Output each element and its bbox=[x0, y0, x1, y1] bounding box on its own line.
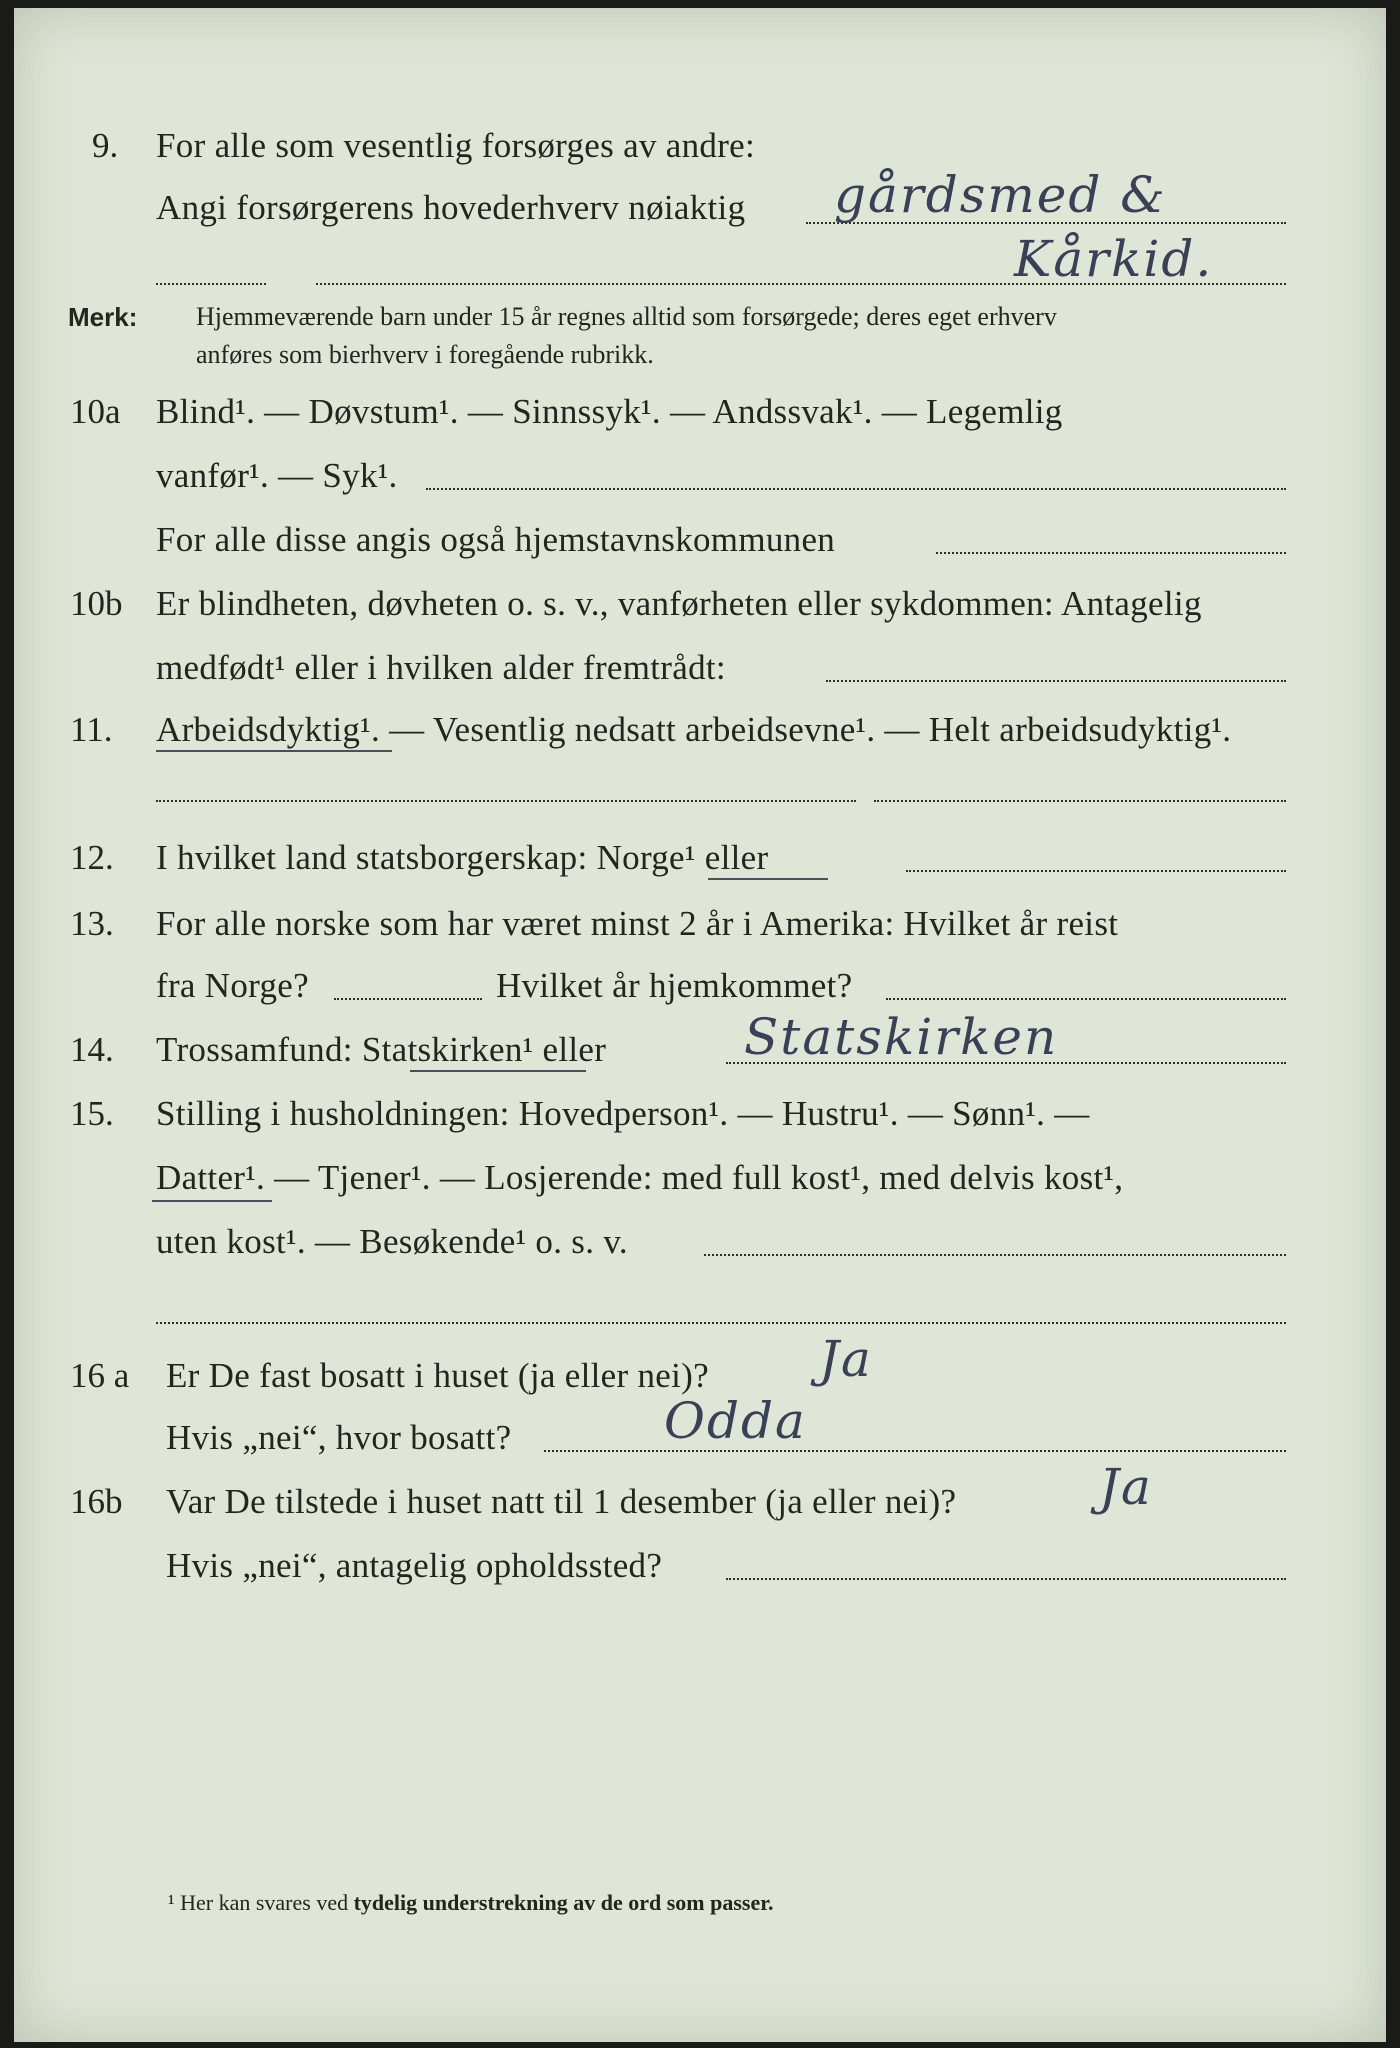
q15-line2 bbox=[156, 1158, 1123, 1198]
q9-dotted-line-2a bbox=[156, 283, 266, 285]
q12-line bbox=[156, 838, 768, 878]
q16b-line1: Var De tilstede i huset natt til 1 desember (ja eller nei)? bbox=[166, 1482, 957, 1521]
q10a-line1: Blind¹. — Døvstum¹. — Sinnssyk¹. — Andssvak¹. — Legemlig bbox=[156, 392, 1063, 431]
q12-underline-mark bbox=[708, 878, 828, 880]
q16a-handwritten-answer-1: Ja bbox=[819, 1330, 873, 1388]
q14-question: Trossamfund: bbox=[156, 1030, 353, 1069]
q9-dotted-line-2b bbox=[316, 283, 1286, 285]
q10a-line2: vanfør¹. — Syk¹. bbox=[156, 456, 398, 495]
q11-line bbox=[156, 710, 1231, 750]
q13-dotted-line-a bbox=[334, 998, 482, 1000]
q15-line2-rest: — Tjener¹. — Losjerende: med full kost¹, med delvis kost¹, bbox=[274, 1158, 1124, 1197]
q14-underline-mark bbox=[410, 1070, 586, 1072]
footnote-text: Her kan svares ved bbox=[180, 1890, 349, 1915]
q12-question: I hvilket land statsborgerskap: bbox=[156, 838, 588, 877]
q16b-line2: Hvis „nei“, antagelig opholdssted? bbox=[166, 1546, 663, 1585]
q16a-number: 16 a bbox=[70, 1356, 130, 1395]
footnote bbox=[168, 1890, 774, 1916]
q9-handwritten-answer-1: gårdsmed & bbox=[834, 166, 1167, 224]
q16a-line2: Hvis „nei“, hvor bosatt? bbox=[166, 1418, 512, 1457]
q10b-dotted-line bbox=[826, 680, 1286, 682]
q16b-dotted-line bbox=[726, 1578, 1286, 1580]
q15-number: 15. bbox=[70, 1094, 114, 1133]
q16b-number: 16b bbox=[70, 1482, 123, 1521]
q11-dotted-line-a bbox=[156, 800, 856, 802]
q12-eller: eller bbox=[704, 838, 769, 877]
census-form-page bbox=[14, 8, 1386, 2042]
q15-option-datter: Datter¹. bbox=[156, 1158, 266, 1197]
q11-underline-mark bbox=[156, 750, 392, 752]
q14-number: 14. bbox=[70, 1030, 114, 1069]
q12-dotted-line bbox=[906, 870, 1286, 872]
q13-line2b: Hvilket år hjemkommet? bbox=[496, 966, 853, 1005]
q16a-dotted-line bbox=[544, 1450, 1286, 1452]
q16b-handwritten-answer-1: Ja bbox=[1099, 1458, 1153, 1516]
q10a-line3: For alle disse angis også hjemstavnskommunen bbox=[156, 520, 836, 559]
q9-line2: Angi forsørgerens hovederhverv nøiaktig bbox=[156, 188, 746, 227]
q13-number: 13. bbox=[70, 904, 114, 943]
q13-line2a: fra Norge? bbox=[156, 966, 309, 1005]
q13-dotted-line-b bbox=[886, 998, 1286, 1000]
q14-eller: eller bbox=[542, 1030, 607, 1069]
q15-dotted-line bbox=[704, 1254, 1286, 1256]
q15-underline-mark bbox=[152, 1200, 272, 1202]
q14-line bbox=[156, 1030, 606, 1070]
q15-dotted-line-2 bbox=[156, 1322, 1286, 1324]
q9-number: 9. bbox=[92, 126, 119, 165]
merk-line1: Hjemmeværende barn under 15 år regnes alltid som forsørgede; deres eget erhverv bbox=[196, 302, 1057, 331]
q14-handwritten-answer: Statskirken bbox=[744, 1008, 1059, 1066]
q11-dotted-line-b bbox=[874, 800, 1286, 802]
merk-line2: anføres som bierhverv i foregående rubrikk. bbox=[196, 340, 654, 369]
q16a-line1: Er De fast bosatt i huset (ja eller nei)? bbox=[166, 1356, 709, 1395]
q10a-dotted-line-1 bbox=[426, 488, 1286, 490]
q9-line1: For alle som vesentlig forsørges av andre: bbox=[156, 126, 756, 165]
q10b-line1: Er blindheten, døvheten o. s. v., vanførheten eller sykdommen: Antagelig bbox=[156, 584, 1202, 623]
q13-line1: For alle norske som har været minst 2 år i Amerika: Hvilket år reist bbox=[156, 904, 1119, 943]
q10b-number: 10b bbox=[70, 584, 123, 623]
q14-option-statskirken: Statskirken¹ bbox=[361, 1030, 534, 1069]
footnote-bold-text: tydelig understrekning av de ord som passer. bbox=[353, 1890, 774, 1915]
q11-number: 11. bbox=[70, 710, 113, 749]
q12-option-norge: Norge¹ bbox=[596, 838, 696, 877]
q15-line1: Stilling i husholdningen: Hovedperson¹. — Hustru¹. — Sønn¹. — bbox=[156, 1094, 1090, 1133]
q11-option-arbeidsdyktig: Arbeidsdyktig¹. bbox=[156, 710, 381, 749]
q11-rest: — Vesentlig nedsatt arbeidsevne¹. — Helt arbeidsudyktig¹. bbox=[389, 710, 1232, 749]
q9-handwritten-answer-2: Kårkid. bbox=[1014, 230, 1214, 288]
merk-label: Merk: bbox=[68, 302, 138, 332]
q10b-line2: medfødt¹ eller i hvilken alder fremtrådt: bbox=[156, 648, 726, 687]
q15-line3: uten kost¹. — Besøkende¹ o. s. v. bbox=[156, 1222, 628, 1261]
footnote-mark: ¹ bbox=[168, 1890, 175, 1915]
q16a-handwritten-answer-2: Odda bbox=[664, 1392, 807, 1450]
q12-number: 12. bbox=[70, 838, 114, 877]
q10a-number: 10a bbox=[70, 392, 121, 431]
q10a-dotted-line-2 bbox=[936, 552, 1286, 554]
